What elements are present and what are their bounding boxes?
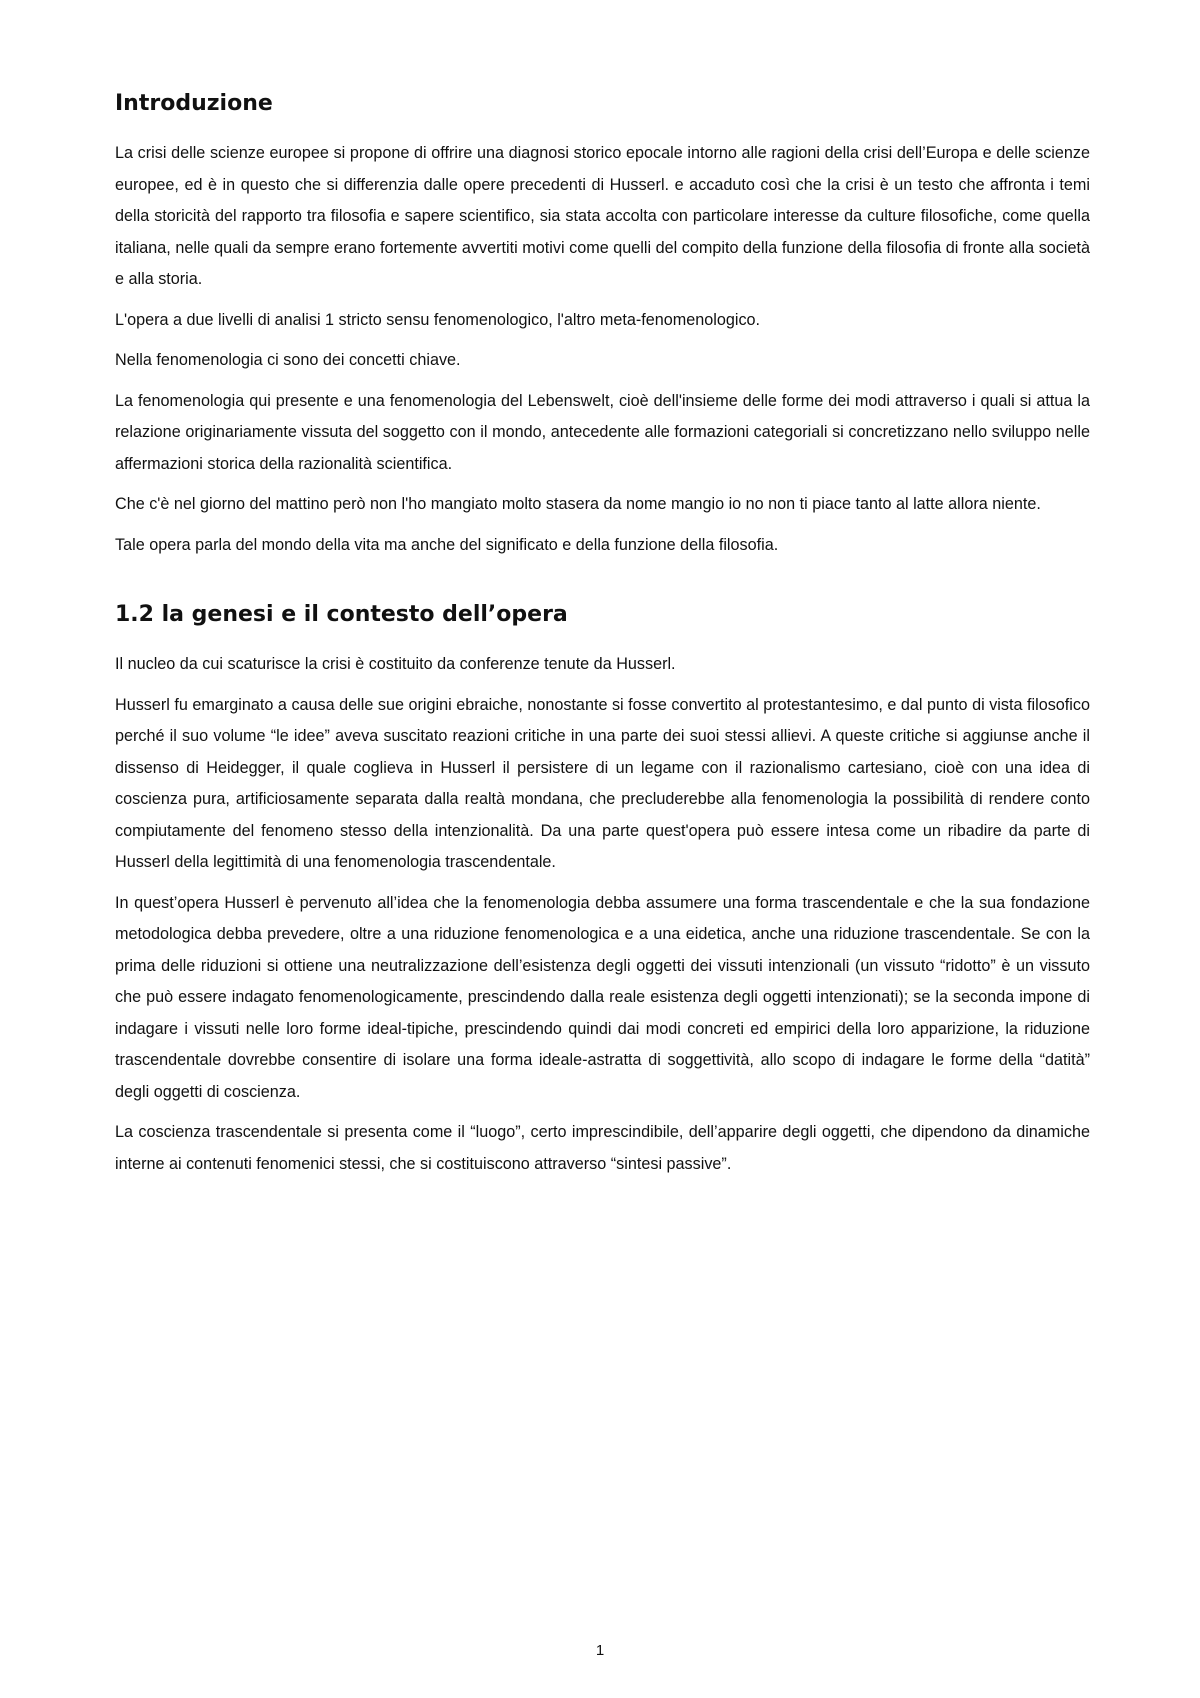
paragraph: In quest’opera Husserl è pervenuto all’idea che la fenomenologia debba assumere una forma trascendentale e che la sua fondazione metodologica debba prevedere, oltre a una riduzione fenomenologica e a una eidetica, anche una riduzione trascendentale. Se con la prima delle riduzioni si ottiene una neutralizzazione dell’esistenza degli oggetti dei vissuti intenzionali (un vissuto “ridotto” è un vissuto che può essere indagato fenomenologicamente, prescindendo dalla reale esistenza degli oggetti intenzionati); se la seconda impone di indagare i vissuti nelle loro forme ideal-tipiche, prescindendo quindi dai modi concreti ed empirici della loro apparizione, la riduzione trascendentale dovrebbe consentire di isolare una forma ideale-astratta di soggettività, allo scopo di indagare le forme della “datità” degli oggetti di coscienza.	[115, 893, 1090, 1101]
paragraph: Il nucleo da cui scaturisce la crisi è costituito da conferenze tenute da Husserl.	[115, 655, 676, 673]
page-content	[115, 88, 1090, 1189]
paragraph: Nella fenomenologia ci sono dei concetti chiave.	[115, 351, 461, 369]
page-number: 1	[595, 1642, 605, 1659]
section-title-genesi-contesto: 1.2 la genesi e il contesto dell’opera	[115, 602, 568, 627]
paragraph: L'opera a due livelli di analisi 1 stricto sensu fenomenologico, l'altro meta-fenomenologico.	[115, 310, 761, 329]
paragraph: La fenomenologia qui presente e una fenomenologia del Lebenswelt, cioè dell'insieme delle forme dei modi attraverso i quali si attua la relazione originariamente vissuta del soggetto con il mondo, antecedente alle formazioni categoriali si concretizzano nello sviluppo nelle affermazioni storica della razionalità scientifica.	[115, 391, 1090, 473]
paragraph: Husserl fu emarginato a causa delle sue origini ebraiche, nonostante si fosse convertito al protestantesimo, e dal punto di vista filosofico perché il suo volume “le idee” aveva suscitato reazioni critiche in una parte dei suoi stessi allievi. A queste critiche si aggiunse anche il dissenso di Heidegger, il quale coglieva in Husserl il persistere di un legame con il razionalismo cartesiano, cioè con una idea di coscienza pura, artificiosamente separata dalla realtà mondana, che precluderebbe alla fenomenologia la possibilità di rendere conto compiutamente del fenomeno stesso della intenzionalità. Da una parte quest'opera può essere intesa come un ribadire da parte di Husserl della legittimità di una fenomenologia trascendentale.	[115, 695, 1090, 871]
paragraph: La coscienza trascendentale si presenta come il “luogo”, certo imprescindibile, dell’apparire degli oggetti, che dipendono da dinamiche interne ai contenuti fenomenici stessi, che si costituiscono attraverso “sintesi passive”.	[115, 1123, 1090, 1173]
paragraph: La crisi delle scienze europee si propone di offrire una diagnosi storico epocale intorno alle ragioni della crisi dell’Europa e delle scienze europee, ed è in questo che si differenzia dalle opere precedenti di Husserl. e accaduto così che la crisi è un testo che affronta i temi della storicità del rapporto tra filosofia e sapere scientifico, sia stata accolta con particolare interesse da culture filosofiche, come quella italiana, nelle quali da sempre erano fortemente avvertiti motivi come quelli del compito della funzione della filosofia di fronte alla società e alla storia.	[115, 144, 1090, 288]
paragraph: Che c'è nel giorno del mattino però non l'ho mangiato molto stasera da nome mangio io no non ti piace tanto al latte allora niente.	[115, 495, 1041, 513]
section-title-introduzione: Introduzione	[115, 91, 273, 116]
paragraph: Tale opera parla del mondo della vita ma anche del significato e della funzione della filosofia.	[115, 535, 779, 554]
